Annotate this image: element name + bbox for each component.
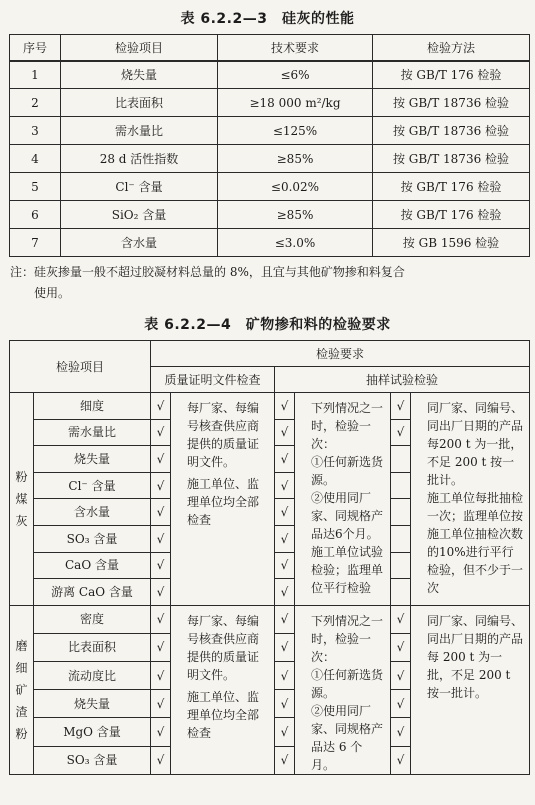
- check-mark: √: [275, 499, 295, 526]
- check-mark: √: [275, 746, 295, 774]
- cell-method: 按 GB 1596 检验: [373, 229, 530, 257]
- group-fly-ash: [10, 393, 34, 606]
- check-mark: √: [151, 499, 171, 526]
- paragraph: 每厂家、每编号核查供应商提供的质量证明文件。: [187, 613, 260, 682]
- table-row: [10, 89, 530, 117]
- group-char: 渣: [15, 704, 28, 719]
- item-cell: SO₃ 含量: [34, 525, 151, 552]
- header-inspection-requirement: 检验要求: [151, 341, 530, 367]
- slag-sampling-text: [295, 605, 391, 774]
- check-mark: √: [391, 393, 411, 420]
- paragraph: 下列情况之一时，检验一次：: [311, 401, 384, 451]
- check-mark: √: [151, 662, 171, 690]
- cell-item: Cl⁻ 含量: [61, 173, 218, 201]
- item-cell: 密度: [34, 605, 151, 633]
- table-row: [10, 61, 530, 89]
- header-sampling-test: 抽样试验检验: [275, 367, 530, 393]
- paragraph: 施工单位、监理单位均全部检查: [187, 689, 260, 740]
- check-mark: √: [391, 419, 411, 446]
- group-char: 灰: [15, 513, 28, 528]
- cell-no: 5: [10, 173, 61, 201]
- check-mark: [391, 525, 411, 552]
- check-mark: √: [151, 472, 171, 499]
- check-mark: √: [275, 419, 295, 446]
- mineral-admixture-table: [9, 340, 530, 775]
- check-mark: √: [391, 605, 411, 633]
- cell-item: 含水量: [61, 229, 218, 257]
- col-header-requirement: 技术要求: [218, 35, 373, 61]
- check-mark: [391, 499, 411, 526]
- group-slag: [10, 605, 34, 774]
- cell-requirement: ≤125%: [218, 117, 373, 145]
- cell-no: 3: [10, 117, 61, 145]
- check-mark: √: [151, 718, 171, 746]
- cell-requirement: ≥85%: [218, 145, 373, 173]
- item-cell: 烧失量: [34, 446, 151, 473]
- slag-frequency-text: [411, 605, 530, 774]
- cell-method: 按 GB/T 176 检验: [373, 61, 530, 89]
- group-char: 煤: [15, 491, 28, 506]
- header-inspection-item: 检验项目: [10, 341, 151, 393]
- item-cell: 比表面积: [34, 633, 151, 661]
- check-mark: √: [391, 718, 411, 746]
- table1-note: [10, 262, 530, 304]
- check-mark: √: [151, 393, 171, 420]
- col-header-item: 检验项目: [61, 35, 218, 61]
- check-mark: √: [391, 690, 411, 718]
- check-mark: √: [275, 662, 295, 690]
- table-header-row: [10, 35, 530, 61]
- cell-method: 按 GB/T 18736 检验: [373, 89, 530, 117]
- item-cell: CaO 含量: [34, 552, 151, 579]
- check-mark: √: [275, 552, 295, 579]
- paragraph: 施工单位每批抽检一次；监理单位按施工单位抽检次数的10%进行平行检验，但不少于一次: [427, 491, 524, 595]
- cell-no: 6: [10, 201, 61, 229]
- check-mark: √: [151, 633, 171, 661]
- paragraph: ①任何新选货源。: [311, 667, 384, 700]
- check-mark: √: [275, 446, 295, 473]
- cell-requirement: ≤0.02%: [218, 173, 373, 201]
- item-cell: 需水量比: [34, 419, 151, 446]
- check-mark: √: [391, 662, 411, 690]
- paragraph: 施工单位、监理单位均全部检查: [187, 477, 260, 527]
- table-row: [10, 201, 530, 229]
- col-header-method: 检验方法: [373, 35, 530, 61]
- table-row: [10, 145, 530, 173]
- check-mark: √: [151, 446, 171, 473]
- cell-item: 28 d 活性指数: [61, 145, 218, 173]
- paragraph: 同厂家、同编号、同出厂日期的产品每 200 t 为一批，不足 200 t 按一批计。: [427, 613, 524, 700]
- item-cell: SO₃ 含量: [34, 746, 151, 774]
- group-char: 矿: [15, 682, 28, 697]
- check-mark: √: [391, 746, 411, 774]
- check-mark: √: [275, 633, 295, 661]
- table-row: [10, 393, 530, 420]
- group-char: 磨: [15, 638, 28, 653]
- group-char: 细: [15, 660, 28, 675]
- check-mark: √: [275, 690, 295, 718]
- cell-method: 按 GB/T 18736 检验: [373, 117, 530, 145]
- cell-requirement: ≥85%: [218, 201, 373, 229]
- note-line-2: 使用。: [34, 286, 71, 300]
- fly-ash-frequency-text: [411, 393, 530, 606]
- item-cell: Cl⁻ 含量: [34, 472, 151, 499]
- table1-title: 表 6.2.2—3 硅灰的性能: [180, 11, 355, 27]
- check-mark: √: [151, 525, 171, 552]
- cell-item: 需水量比: [61, 117, 218, 145]
- check-mark: √: [151, 690, 171, 718]
- item-cell: MgO 含量: [34, 718, 151, 746]
- cell-item: SiO₂ 含量: [61, 201, 218, 229]
- paragraph: 施工单位试验检验；监理单位平行检验: [311, 545, 384, 595]
- check-mark: √: [151, 552, 171, 579]
- check-mark: [391, 472, 411, 499]
- paragraph: 同厂家、同编号、同出厂日期的产品每200 t 为一批，不足 200 t 按一批计。: [427, 401, 524, 487]
- cell-item: 比表面积: [61, 89, 218, 117]
- check-mark: √: [275, 579, 295, 606]
- cell-item: 烧失量: [61, 61, 218, 89]
- cell-no: 2: [10, 89, 61, 117]
- paragraph: ②使用同厂家、同规格产品达 6 个月。: [311, 703, 384, 772]
- item-cell: 烧失量: [34, 690, 151, 718]
- table-row: [10, 605, 530, 633]
- cell-no: 1: [10, 61, 61, 89]
- silica-fume-table: [9, 34, 530, 257]
- header-quality-document: 质量证明文件检查: [151, 367, 275, 393]
- table-row: [10, 229, 530, 257]
- check-mark: √: [151, 746, 171, 774]
- check-mark: √: [151, 605, 171, 633]
- table-row: [10, 173, 530, 201]
- cell-requirement: ≤6%: [218, 61, 373, 89]
- paragraph: ①任何新选货源。: [311, 455, 384, 487]
- table2-title: 表 6.2.2—4 矿物掺和料的检验要求: [144, 317, 391, 333]
- col-header-no: 序号: [10, 35, 61, 61]
- item-cell: 细度: [34, 393, 151, 420]
- header-row-1: [10, 341, 530, 367]
- group-char: 粉: [15, 469, 28, 484]
- group-char: 粉: [15, 726, 28, 741]
- fly-ash-quality-text: [171, 393, 275, 606]
- paragraph: 每厂家、每编号核查供应商提供的质量证明文件。: [187, 401, 260, 469]
- check-mark: √: [275, 718, 295, 746]
- check-mark: √: [275, 393, 295, 420]
- check-mark: √: [151, 579, 171, 606]
- cell-method: 按 GB/T 18736 检验: [373, 145, 530, 173]
- check-mark: √: [275, 472, 295, 499]
- paragraph: ②使用同厂家、同规格产品达6个月。: [311, 491, 384, 541]
- check-mark: √: [391, 633, 411, 661]
- check-mark: √: [151, 419, 171, 446]
- cell-requirement: ≤3.0%: [218, 229, 373, 257]
- item-cell: 流动度比: [34, 662, 151, 690]
- cell-no: 4: [10, 145, 61, 173]
- cell-no: 7: [10, 229, 61, 257]
- table-row: [10, 117, 530, 145]
- cell-method: 按 GB/T 176 检验: [373, 173, 530, 201]
- note-line-1: 硅灰掺量一般不超过胶凝材料总量的 8%，且宜与其他矿物掺和料复合: [34, 265, 405, 279]
- item-cell: 含水量: [34, 499, 151, 526]
- fly-ash-sampling-text: [295, 393, 391, 606]
- note-label: 注：: [10, 265, 35, 279]
- slag-quality-text: [171, 605, 275, 774]
- item-cell: 游离 CaO 含量: [34, 579, 151, 606]
- check-mark: [391, 579, 411, 606]
- cell-requirement: ≥18 000 m²/kg: [218, 89, 373, 117]
- check-mark: [391, 446, 411, 473]
- check-mark: √: [275, 525, 295, 552]
- paragraph: 下列情况之一时，检验一次：: [311, 613, 384, 664]
- cell-method: 按 GB/T 176 检验: [373, 201, 530, 229]
- check-mark: [391, 552, 411, 579]
- check-mark: √: [275, 605, 295, 633]
